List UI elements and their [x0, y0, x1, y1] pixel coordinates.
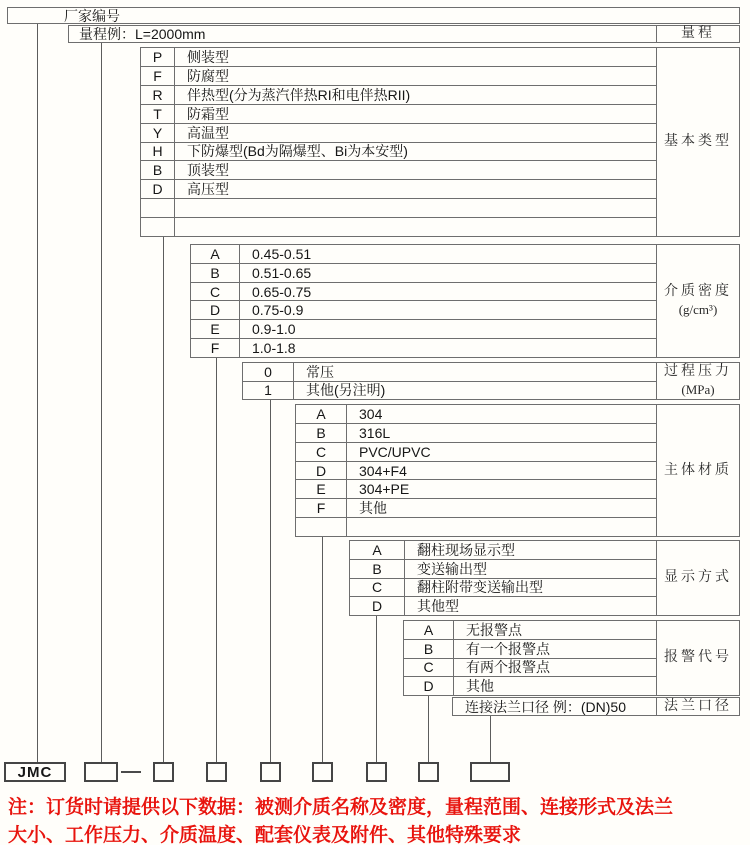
code-cell: D: [404, 677, 454, 695]
table-row: [243, 382, 656, 400]
table-row: [141, 124, 656, 143]
side-label-text: 报警代号: [664, 650, 732, 665]
side-label-range: [656, 26, 739, 42]
code-cell: [141, 199, 175, 217]
order-note: [8, 794, 744, 845]
code-cell: A: [191, 245, 240, 263]
code-cell: B: [296, 424, 347, 442]
code-separator-dash: [121, 771, 141, 773]
connector-line-flange: [490, 716, 491, 762]
table-row: [191, 301, 656, 320]
desc-cell: 下防爆型(Bd为隔爆型、Bi为本安型): [187, 143, 408, 160]
flange-desc-cell: 连接法兰口径 例：(DN)50: [465, 698, 627, 715]
desc-cell: 1.0-1.8: [252, 340, 296, 357]
code-cell: C: [191, 283, 240, 301]
desc-cell: 侧装型: [187, 48, 229, 65]
table-row: [191, 339, 656, 357]
connector-line-body-material: [322, 537, 323, 762]
code-cell: B: [141, 161, 175, 179]
side-label-sub: (MPa): [681, 382, 715, 397]
side-label-basic-type: [656, 48, 739, 236]
desc-cell: 其他: [359, 500, 387, 517]
table-row: [141, 105, 656, 124]
code-cell: 1: [243, 382, 294, 400]
desc-cell: 有一个报警点: [466, 640, 550, 657]
code-cell: B: [350, 560, 405, 578]
table-row: [243, 363, 656, 382]
connector-line-range: [101, 43, 102, 762]
desc-cell: 无报警点: [466, 621, 522, 638]
section-basic-type: [140, 47, 740, 237]
desc-cell: [347, 518, 656, 536]
table-row: [141, 218, 656, 236]
desc-cell: 0.45-0.51: [252, 245, 312, 262]
code-cell: C: [296, 443, 347, 461]
code-cell: D: [350, 597, 405, 615]
connector-line-basic-type: [163, 237, 164, 762]
code-cell: 0: [243, 363, 294, 381]
table-row: [350, 541, 656, 560]
desc-cell: 常压: [306, 363, 334, 380]
desc-cell: 其他: [466, 678, 494, 695]
desc-cell: 伴热型(分为蒸汽伴热RI和电伴热RII): [187, 86, 411, 103]
desc-cell: 316L: [359, 424, 391, 441]
table-row: [191, 320, 656, 339]
desc-cell: 防霜型: [187, 105, 229, 122]
desc-cell: 304: [359, 405, 383, 422]
table-row: [296, 480, 656, 499]
connector-line-process-pressure: [270, 400, 271, 762]
code-cell: D: [191, 301, 240, 319]
desc-cell: 其他型: [417, 598, 459, 615]
desc-cell: 0.9-1.0: [252, 321, 296, 338]
code-cell: F: [296, 499, 347, 517]
desc-cell: 0.65-0.75: [252, 283, 312, 300]
table-row: [141, 86, 656, 105]
section-rows: [243, 363, 656, 399]
code-cell: A: [296, 405, 347, 423]
code-cell: B: [404, 640, 454, 658]
code-box-body-material: [312, 762, 333, 782]
section-medium-density: [190, 244, 740, 358]
desc-cell: [175, 199, 656, 217]
code-box-medium-density: [206, 762, 227, 782]
side-label-text: 介质密度: [664, 284, 732, 299]
table-row: [141, 161, 656, 180]
connector-line-manufacturer: [37, 24, 38, 762]
code-box-alarm-code: [418, 762, 439, 782]
desc-cell: 变送输出型: [417, 560, 487, 577]
code-cell: D: [296, 462, 347, 480]
code-cell: H: [141, 143, 175, 161]
table-row: [296, 443, 656, 462]
table-row: [141, 199, 656, 218]
connector-line-display-mode: [376, 616, 377, 762]
section-rows: [404, 621, 656, 695]
code-box-basic-type: [153, 762, 174, 782]
code-cell: F: [191, 339, 240, 357]
side-label-alarm-code: [656, 621, 739, 695]
table-row: [296, 499, 656, 518]
side-label-text: 法兰口径: [664, 698, 732, 714]
side-label-text: 主体材质: [664, 462, 732, 478]
table-row: [350, 597, 656, 615]
code-cell: E: [296, 480, 347, 498]
code-box-flange: [470, 762, 510, 782]
table-row: [404, 677, 656, 695]
desc-cell: 顶装型: [187, 162, 229, 179]
model-prefix-box: JMC: [4, 762, 66, 782]
desc-cell: 有两个报警点: [466, 659, 550, 676]
side-label-display-mode: [656, 541, 739, 615]
order-note-line2: 大小、工作压力、介质温度、配套仪表及附件、其他特殊要求: [8, 825, 522, 845]
section-body-material: [295, 404, 740, 537]
section-flange-diameter: [452, 697, 740, 716]
code-box-display-mode: [366, 762, 387, 782]
side-label-flange-diameter: [656, 698, 739, 715]
table-row: [141, 48, 656, 67]
section-rows: [191, 245, 656, 357]
code-cell: [296, 518, 347, 536]
code-cell: C: [404, 659, 454, 677]
side-label-sub: (g/cm³): [678, 302, 718, 317]
section-rows: [296, 405, 656, 536]
manufacturer-row: [7, 7, 740, 24]
desc-cell: 高压型: [187, 181, 229, 198]
code-cell: P: [141, 48, 175, 66]
table-row: [141, 67, 656, 86]
desc-cell: [175, 218, 656, 236]
desc-cell: PVC/UPVC: [359, 443, 431, 460]
table-row: [404, 640, 656, 659]
side-label-text: 量程: [681, 26, 715, 41]
code-cell: T: [141, 105, 175, 123]
section-rows: [141, 48, 656, 236]
code-cell: Y: [141, 124, 175, 142]
table-row: [296, 424, 656, 443]
desc-cell: 304+F4: [359, 462, 407, 479]
desc-cell: 0.75-0.9: [252, 302, 304, 319]
code-box-process-pressure: [260, 762, 281, 782]
table-row: [141, 180, 656, 199]
section-process-pressure: [242, 362, 740, 400]
connector-line-medium-density: [216, 358, 217, 762]
desc-cell: 高温型: [187, 124, 229, 141]
desc-cell: 304+PE: [359, 481, 410, 498]
range-row: [68, 25, 740, 43]
table-row: [141, 143, 656, 162]
code-cell: B: [191, 264, 240, 282]
code-cell: A: [404, 621, 454, 639]
code-cell: F: [141, 67, 175, 85]
desc-cell: 其他(另注明): [306, 382, 386, 399]
connector-line-alarm-code: [428, 696, 429, 762]
code-cell: C: [350, 579, 405, 597]
side-label-text: 显示方式: [664, 570, 732, 585]
side-label-medium-density: [656, 245, 739, 357]
section-alarm-code: [403, 620, 740, 696]
table-row: [404, 621, 656, 640]
table-row: [296, 462, 656, 481]
section-display-mode: [349, 540, 740, 616]
table-row: [404, 659, 656, 678]
code-cell: D: [141, 180, 175, 198]
table-row: [296, 518, 656, 536]
section-rows: [350, 541, 656, 615]
table-row: [191, 283, 656, 302]
manufacturer-label: 厂家编号: [64, 7, 120, 24]
code-cell: [141, 218, 175, 236]
range-label: 量程例：L=2000mm: [79, 26, 206, 42]
side-label-body-material: [656, 405, 739, 536]
desc-cell: 防腐型: [187, 67, 229, 84]
table-row: [350, 560, 656, 579]
code-cell: A: [350, 541, 405, 559]
desc-cell: 翻柱现场显示型: [417, 541, 515, 558]
side-label-text: 基本类型: [664, 134, 732, 149]
table-row: [350, 579, 656, 598]
code-cell: E: [191, 320, 240, 338]
code-box-range: [84, 762, 118, 782]
desc-cell: 翻柱附带变送输出型: [417, 579, 543, 596]
side-label-process-pressure: [656, 363, 739, 399]
desc-cell: 0.51-0.65: [252, 264, 312, 281]
table-row: [191, 264, 656, 283]
order-note-line1: 注：订货时请提供以下数据：被测介质名称及密度，量程范围、连接形式及法兰: [8, 797, 674, 818]
table-row: [296, 405, 656, 424]
side-label-text: 过程压力: [664, 364, 732, 379]
table-row: [191, 245, 656, 264]
code-cell: R: [141, 86, 175, 104]
